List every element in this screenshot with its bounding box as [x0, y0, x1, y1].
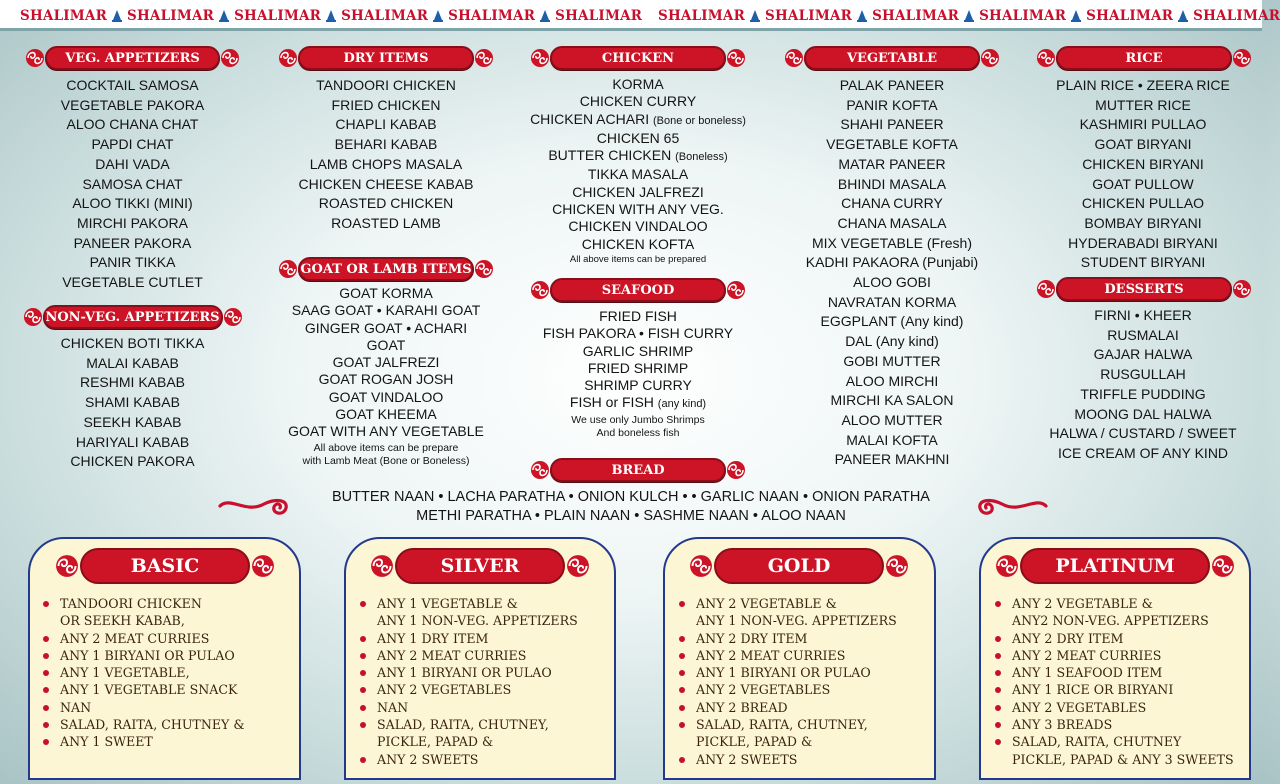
seafood-section: [512, 308, 764, 440]
flourish-icon: [1228, 277, 1256, 301]
brand-temple-icon: [1177, 9, 1189, 23]
package-item: SALAD, RAITA, CHUTNEY: [992, 733, 1234, 750]
menu-item: GOAT PULLOW: [1092, 175, 1194, 192]
menu-item-name: FRIED SHRIMP: [587, 359, 689, 376]
seafood-note: We use only Jumbo Shrimps: [571, 413, 705, 426]
menu-item-name: SHRIMP CURRY: [584, 377, 692, 394]
package-item: ANY 2 DRY ITEM: [992, 630, 1234, 647]
menu-item: MOONG DAL HALWA: [1074, 405, 1212, 422]
menu-item-name: CHICKEN ACHARI: [530, 110, 650, 127]
menu-item: STUDENT BIRYANI: [1080, 254, 1206, 271]
nonveg-appetizers-title: NON-VEG. APPETIZERS: [43, 305, 223, 329]
flourish-icon: [684, 549, 718, 583]
package-items: [40, 595, 245, 751]
flourish-icon: [561, 549, 595, 583]
menu-item: VEGETABLE KOFTA: [826, 136, 958, 153]
brand-name: SHALIMAR: [765, 8, 853, 24]
rice-title: RICE: [1056, 46, 1232, 70]
package-item: ANY 1 DRY ITEM: [357, 630, 578, 647]
package-item: ANY 2 VEGETABLES: [357, 681, 578, 698]
package-item: ANY 2 DRY ITEM: [676, 630, 897, 647]
menu-item-name: BUTTER CHICKEN: [548, 147, 672, 164]
flourish-icon: [470, 257, 498, 281]
menu-item: FIRNI • KHEER: [1094, 307, 1192, 323]
menu-item: CHAPLI KABAB: [335, 116, 437, 133]
package-item: ANY 1 BIRYANI OR PULAO: [676, 664, 897, 681]
menu-item: [512, 147, 764, 166]
menu-item: GOAT JALFREZI: [332, 354, 440, 371]
menu-item: CHICKEN BIRYANI: [1082, 155, 1204, 172]
menu-item: GOAT VINDALOO: [328, 388, 444, 405]
menu-item: SHAMI KABAB: [85, 394, 180, 411]
menu-item: MIRCHI KA SALON: [830, 392, 954, 409]
menu-item-note: (any kind): [657, 398, 707, 411]
menu-item: SAMOSA CHAT: [82, 175, 183, 192]
menu-item: [512, 360, 764, 377]
menu-item: [512, 111, 764, 130]
menu-item: [512, 308, 764, 325]
menu-item: DAHI VADA: [95, 155, 170, 172]
flourish-icon: [50, 549, 84, 583]
menu-item: EGGPLANT (Any kind): [820, 313, 964, 330]
brand-name: SHALIMAR: [448, 8, 536, 24]
package-item: ANY 1 BIRYANI OR PULAO: [357, 664, 578, 681]
menu-item: [512, 377, 764, 394]
goat-lamb-banner: [270, 257, 502, 281]
dry-items-list: [265, 76, 507, 234]
menu-item-name: FISH PAKORA • FISH CURRY: [542, 325, 734, 342]
chicken-list: [512, 76, 764, 253]
brand-temple-icon: [539, 9, 551, 23]
rice-list: [1024, 76, 1262, 273]
package-item: ANY 2 MEAT CURRIES: [357, 647, 578, 664]
menu-item-name: CHICKEN VINDALOO: [568, 218, 708, 235]
package-item: ANY 2 VEGETABLE &: [992, 595, 1234, 612]
menu-item: HARIYALI KABAB: [75, 433, 190, 450]
package-banner: [40, 548, 290, 584]
goat-lamb-note: with Lamb Meat (Bone or Boneless): [302, 454, 470, 467]
seafood-banner: [522, 278, 754, 302]
brand-name: SHALIMAR: [1086, 8, 1174, 24]
menu-item: SAAG GOAT • KARAHI GOAT: [291, 302, 481, 319]
menu-item: GOAT WITH ANY VEGETABLE: [288, 423, 484, 440]
menu-item: [512, 76, 764, 93]
desserts-list: [1024, 306, 1262, 464]
menu-item: PANEER PAKORA: [73, 234, 192, 251]
bread-banner: [522, 458, 754, 482]
flourish-icon: [1206, 549, 1240, 583]
veg-appetizers-title: VEG. APPETIZERS: [45, 46, 220, 70]
package-item: PICKLE, PAPAD &: [377, 734, 494, 750]
seafood-title: SEAFOOD: [550, 278, 726, 302]
goat-lamb-list: [265, 285, 507, 441]
package-item: ANY 1 BIRYANI OR PULAO: [40, 647, 245, 664]
package-item: SALAD, RAITA, CHUTNEY,: [676, 716, 897, 733]
goat-lamb-title: GOAT OR LAMB ITEMS: [298, 257, 474, 281]
menu-item-name: GARLIC SHRIMP: [582, 342, 694, 359]
menu-item: GOAT KORMA: [339, 285, 433, 301]
menu-item: GOAT BIRYANI: [1094, 136, 1192, 153]
package-banner: [355, 548, 605, 584]
package-title: GOLD: [714, 548, 884, 584]
menu-item: ROASTED CHICKEN: [318, 195, 454, 212]
menu-item-name: KORMA: [612, 76, 664, 92]
package-banner: [674, 548, 924, 584]
menu-item: COCKTAIL SAMOSA: [66, 77, 199, 93]
brand-temple-icon: [432, 9, 444, 23]
package-item: ANY 1 NON-VEG. APPETIZERS: [377, 613, 578, 629]
brand-name: SHALIMAR: [341, 8, 429, 24]
menu-item-name: CHICKEN JALFREZI: [572, 183, 704, 200]
menu-item: DAL (Any kind): [845, 333, 939, 350]
flourish-icon: [470, 46, 498, 70]
menu-item: PLAIN RICE • ZEERA RICE: [1056, 77, 1230, 93]
menu-item: ALOO GOBI: [853, 274, 931, 291]
menu-item: VEGETABLE CUTLET: [62, 274, 203, 291]
menu-item: [512, 130, 764, 147]
menu-item: FRIED CHICKEN: [331, 96, 441, 113]
menu-item: ALOO MUTTER: [841, 411, 943, 428]
brand-row-left: [20, 6, 642, 26]
package-item: ANY 2 MEAT CURRIES: [40, 630, 245, 647]
menu-item: TANDOORI CHICKEN: [316, 77, 456, 93]
package-item: NAN: [357, 699, 578, 716]
menu-item: PALAK PANEER: [839, 77, 945, 93]
menu-item: GOAT ROGAN JOSH: [318, 371, 454, 388]
menu-item: PANIR TIKKA: [89, 254, 176, 271]
nonveg-appetizers-banner: [17, 305, 248, 329]
flourish-icon: [216, 46, 244, 70]
menu-item: HALWA / CUSTARD / SWEET: [1049, 425, 1237, 442]
desserts-banner: [1028, 277, 1260, 301]
package-item: PICKLE, PAPAD &: [696, 734, 813, 750]
flourish-icon: [246, 549, 280, 583]
package-title: BASIC: [80, 548, 250, 584]
menu-item: CHICKEN BOTI TIKKA: [60, 335, 205, 351]
rice-banner: [1028, 46, 1260, 70]
package-item: ANY 3 BREADS: [992, 716, 1234, 733]
flourish-icon: [722, 458, 750, 482]
flourish-icon: [880, 549, 914, 583]
package-item: ANY 2 MEAT CURRIES: [992, 647, 1234, 664]
package-item: SALAD, RAITA, CHUTNEY &: [40, 716, 245, 733]
vegetable-banner: [776, 46, 1008, 70]
flourish-icon: [990, 549, 1024, 583]
seafood-note: And boneless fish: [596, 426, 680, 439]
menu-item-name: CHICKEN WITH ANY VEG.: [552, 201, 724, 218]
menu-item: MUTTER RICE: [1095, 96, 1191, 113]
menu-item: [512, 394, 764, 413]
menu-item: BOMBAY BIRYANI: [1084, 214, 1202, 231]
brand-name: SHALIMAR: [127, 8, 215, 24]
desserts-title: DESSERTS: [1056, 277, 1232, 301]
package-item: ANY 2 SWEETS: [357, 751, 578, 768]
menu-item: KADHI PAKAORA (Punjabi): [805, 254, 979, 271]
package-item: ANY 2 MEAT CURRIES: [676, 647, 897, 664]
vegetable-title: VEGETABLE: [804, 46, 980, 70]
package-items: [676, 595, 897, 768]
brand-temple-icon: [111, 9, 123, 23]
brand-name: SHALIMAR: [555, 8, 643, 24]
menu-item: KASHMIRI PULLAO: [1079, 116, 1207, 133]
chicken-section: [512, 76, 764, 266]
package-item: NAN: [40, 699, 245, 716]
flourish-icon: [1228, 46, 1256, 70]
menu-item: PANEER MAKHNI: [834, 451, 950, 468]
menu-item: SEEKH KABAB: [83, 413, 182, 430]
menu-item: CHANA CURRY: [841, 195, 943, 212]
brand-temple-icon: [325, 9, 337, 23]
menu-item: ALOO MIRCHI: [845, 372, 939, 389]
menu-item-name: FISH or FISH: [569, 394, 654, 411]
menu-item: RESHMI KABAB: [79, 374, 186, 391]
menu-item: RUSGULLAH: [1100, 366, 1186, 383]
brand-name: SHALIMAR: [872, 8, 960, 24]
package-title: PLATINUM: [1020, 548, 1210, 584]
package-item: ANY 1 SWEET: [40, 733, 245, 750]
veg-appetizers-list: [12, 76, 253, 293]
package-item: ANY 2 SWEETS: [676, 751, 897, 768]
flourish-icon: [976, 46, 1004, 70]
menu-item: BHINDI MASALA: [837, 175, 947, 192]
package-item: ANY 2 VEGETABLES: [992, 699, 1234, 716]
package-item: SALAD, RAITA, CHUTNEY,: [357, 716, 578, 733]
brand-name: SHALIMAR: [979, 8, 1067, 24]
brand-temple-icon: [749, 9, 761, 23]
brand-name: SHALIMAR: [658, 8, 746, 24]
menu-item: [512, 236, 764, 253]
package-title: SILVER: [395, 548, 565, 584]
menu-item: BEHARI KABAB: [334, 136, 438, 153]
brand-row-right: [658, 6, 1280, 26]
package-item: ANY 1 VEGETABLE SNACK: [40, 681, 245, 698]
menu-item-name: CHICKEN CURRY: [579, 93, 697, 110]
goat-lamb-section: [265, 285, 507, 468]
package-item: ANY 1 VEGETABLE,: [40, 664, 245, 681]
package-item: TANDOORI CHICKEN: [40, 595, 245, 612]
chicken-note: All above items can be prepared: [569, 253, 707, 265]
menu-item: HYDERABADI BIRYANI: [1068, 234, 1218, 251]
brand-name: SHALIMAR: [1193, 8, 1280, 24]
flourish-icon: [365, 549, 399, 583]
menu-item: [512, 218, 764, 235]
flourish-icon: [722, 278, 750, 302]
package-item: ANY 2 VEGETABLES: [676, 681, 897, 698]
menu-item: [512, 343, 764, 360]
brand-bar: [0, 0, 1280, 31]
package-item: ANY 1 SEAFOOD ITEM: [992, 664, 1234, 681]
nonveg-appetizers-list: [12, 334, 253, 472]
menu-item: GAJAR HALWA: [1093, 346, 1193, 363]
menu-item: CHICKEN PAKORA: [70, 453, 195, 470]
menu-item: ROASTED LAMB: [331, 214, 441, 231]
menu-item: [512, 201, 764, 218]
brand-temple-icon: [963, 9, 975, 23]
menu-item-note: (Boneless): [675, 151, 728, 164]
flourish-icon: [722, 46, 750, 70]
seafood-list: [512, 308, 764, 414]
menu-item: PAPDI CHAT: [91, 136, 174, 153]
chicken-title: CHICKEN: [550, 46, 726, 70]
menu-item: [512, 166, 764, 183]
menu-item: GOAT: [366, 336, 406, 353]
brand-temple-icon: [218, 9, 230, 23]
menu-item: GOAT KHEEMA: [335, 406, 437, 423]
menu-item: [512, 325, 764, 342]
menu-item: SHAHI PANEER: [840, 116, 944, 133]
bread-items-line: METHI PARATHA • PLAIN NAAN • SASHME NAAN • ALOO NAAN: [416, 508, 846, 524]
veg-appetizers-banner: [17, 46, 248, 70]
menu-item: NAVRATAN KORMA: [827, 293, 957, 310]
chicken-banner: [522, 46, 754, 70]
package-item: PICKLE, PAPAD & ANY 3 SWEETS: [1012, 751, 1234, 767]
menu-item-name: TIKKA MASALA: [587, 166, 689, 183]
menu-item: LAMB CHOPS MASALA: [309, 155, 463, 172]
package-item: ANY 1 VEGETABLE &: [357, 595, 578, 612]
package-item: ANY 1 RICE OR BIRYANI: [992, 681, 1234, 698]
dry-items-title: DRY ITEMS: [298, 46, 474, 70]
menu-item: ALOO CHANA CHAT: [66, 116, 199, 133]
menu-item: CHANA MASALA: [837, 214, 947, 231]
menu-item: [512, 184, 764, 201]
menu-item: GOBI MUTTER: [843, 352, 941, 369]
menu-item: MALAI KABAB: [86, 354, 179, 371]
menu-item: TRIFFLE PUDDING: [1080, 385, 1206, 402]
package-item: ANY 2 VEGETABLE &: [676, 595, 897, 612]
package-item: OR SEEKH KABAB,: [60, 613, 185, 629]
menu-item-name: CHICKEN 65: [596, 129, 680, 146]
package-items: [357, 595, 578, 768]
menu-item: GINGER GOAT • ACHARI: [304, 319, 468, 336]
menu-item-note: (Bone or boneless): [652, 114, 746, 127]
menu-item: [512, 93, 764, 110]
brand-name: SHALIMAR: [20, 8, 108, 24]
brand-temple-icon: [1070, 9, 1082, 23]
menu-item: ICE CREAM OF ANY KIND: [1057, 444, 1229, 461]
package-banner: [990, 548, 1240, 584]
menu-item: PANIR KOFTA: [846, 96, 938, 113]
menu-item: VEGETABLE PAKORA: [60, 96, 205, 113]
package-item: ANY2 NON-VEG. APPETIZERS: [1012, 613, 1209, 629]
brand-name: SHALIMAR: [234, 8, 322, 24]
menu-item: ALOO TIKKI (MINI): [72, 195, 193, 212]
menu-item: MIX VEGETABLE (Fresh): [812, 234, 972, 251]
menu-item: CHICKEN PULLAO: [1081, 195, 1205, 212]
bread-items-line: BUTTER NAAN • LACHA PARATHA • ONION KULCH • • GARLIC NAAN • ONION PARATHA: [332, 489, 930, 505]
menu-item: RUSMALAI: [1107, 326, 1179, 343]
menu-item-name: CHICKEN KOFTA: [581, 235, 695, 252]
bread-title: BREAD: [550, 458, 726, 482]
menu-item: MALAI KOFTA: [846, 431, 938, 448]
flourish-icon: [219, 305, 247, 329]
brand-temple-icon: [856, 9, 868, 23]
menu-item: CHICKEN CHEESE KABAB: [298, 175, 474, 192]
package-item: ANY 2 BREAD: [676, 699, 897, 716]
dry-items-banner: [270, 46, 502, 70]
menu-item: MATAR PANEER: [838, 155, 946, 172]
package-items: [992, 595, 1234, 768]
vegetable-list: [770, 76, 1014, 470]
menu-item: MIRCHI PAKORA: [77, 214, 188, 231]
goat-lamb-note: All above items can be prepare: [313, 441, 459, 454]
package-item: ANY 1 NON-VEG. APPETIZERS: [696, 613, 897, 629]
menu-item-name: FRIED FISH: [599, 308, 677, 324]
